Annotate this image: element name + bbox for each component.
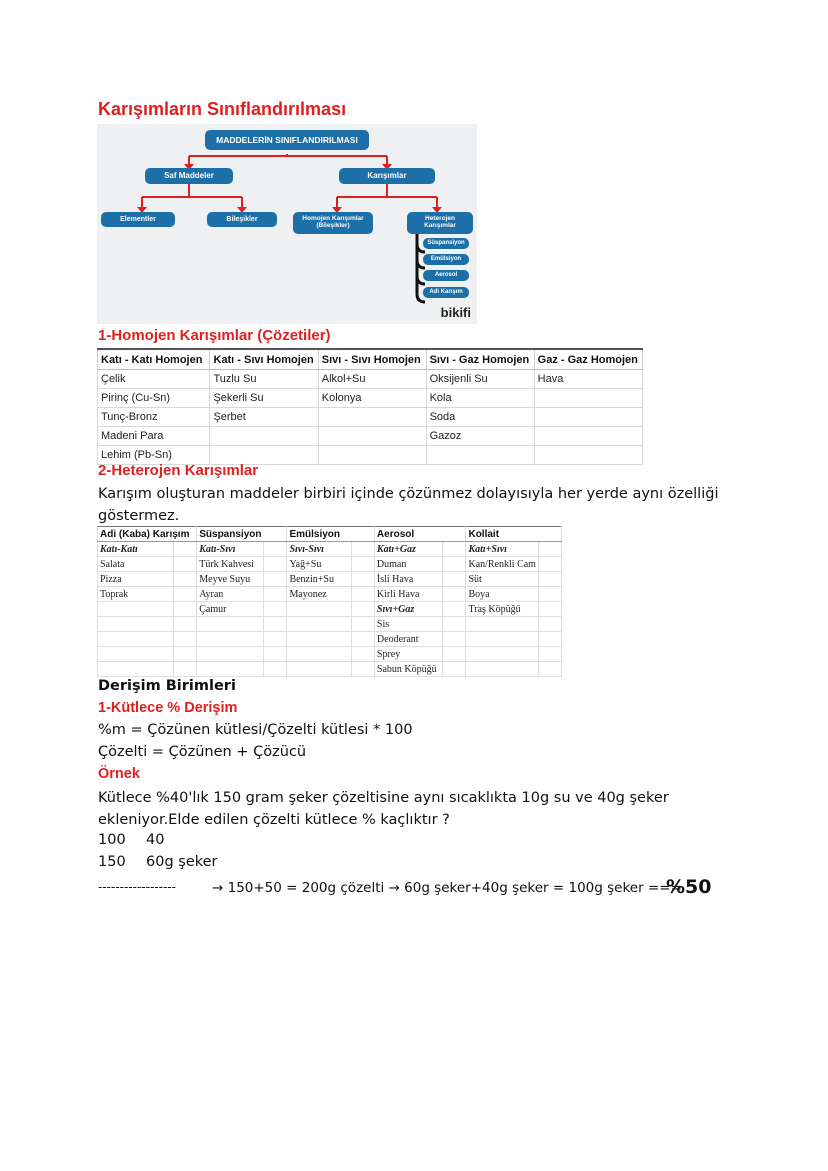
table-cell: Katı+Sıvı bbox=[466, 542, 539, 557]
table-row bbox=[98, 587, 562, 602]
table-cell bbox=[174, 632, 197, 647]
table-cell bbox=[174, 617, 197, 632]
table-cell bbox=[264, 602, 287, 617]
table-row bbox=[98, 617, 562, 632]
table-row bbox=[98, 602, 562, 617]
table-cell bbox=[534, 427, 642, 446]
table-cell bbox=[318, 427, 426, 446]
table-cell: İsli Hava bbox=[374, 572, 443, 587]
table-cell bbox=[197, 617, 264, 632]
table-cell bbox=[287, 632, 351, 647]
table-cell: Şerbet bbox=[210, 408, 318, 427]
table-cell bbox=[539, 602, 562, 617]
table-cell: Oksijenli Su bbox=[426, 370, 534, 389]
table-cell: Sıvı+Gaz bbox=[374, 602, 443, 617]
table-row bbox=[98, 632, 562, 647]
calc-row-1-a: 100 bbox=[98, 832, 126, 848]
table-cell: Hava bbox=[534, 370, 642, 389]
table-cell: Ayran bbox=[197, 587, 264, 602]
table-cell bbox=[287, 647, 351, 662]
table-cell: Meyve Suyu bbox=[197, 572, 264, 587]
table-cell bbox=[443, 587, 466, 602]
formula-line-1: %m = Çözünen kütlesi/Çözelti kütlesi * 100 bbox=[98, 722, 413, 738]
formula-line-2: Çözelti = Çözünen + Çözücü bbox=[98, 744, 307, 760]
table-cell: Sabun Köpüğü bbox=[374, 662, 443, 677]
table-cell bbox=[318, 446, 426, 465]
table-cell bbox=[539, 617, 562, 632]
table-cell bbox=[264, 572, 287, 587]
table-cell bbox=[351, 572, 374, 587]
table-cell bbox=[443, 632, 466, 647]
column-header: Katı - Katı Homojen bbox=[98, 349, 210, 370]
homojen-table bbox=[97, 348, 643, 465]
column-header: Süspansiyon bbox=[197, 527, 287, 542]
table-cell bbox=[174, 662, 197, 677]
derisim-subheading: 1-Kütlece % Derişim bbox=[98, 700, 238, 716]
table-cell: Toprak bbox=[98, 587, 174, 602]
table-cell bbox=[174, 587, 197, 602]
section2-heading: 2-Heterojen Karışımlar bbox=[98, 462, 259, 479]
diagram-node-emulsiyon: Emülsiyon bbox=[423, 254, 469, 265]
table-cell: Kirli Hava bbox=[374, 587, 443, 602]
table-cell: Mayonez bbox=[287, 587, 351, 602]
table-cell bbox=[443, 542, 466, 557]
table-cell bbox=[174, 572, 197, 587]
table-cell bbox=[443, 572, 466, 587]
brand-logo: bikifi bbox=[440, 305, 471, 320]
table-cell bbox=[534, 389, 642, 408]
table-cell bbox=[174, 542, 197, 557]
diagram-node-saf-maddeler: Saf Maddeler bbox=[145, 168, 233, 184]
example-heading: Örnek bbox=[98, 766, 140, 782]
calc-row-2-a: 150 bbox=[98, 854, 126, 870]
table-cell: Benzin+Su bbox=[287, 572, 351, 587]
column-header: Adi (Kaba) Karışım bbox=[98, 527, 197, 542]
table-cell: Kolonya bbox=[318, 389, 426, 408]
table-cell: Kan/Renkli Cam bbox=[466, 557, 539, 572]
table-cell: Çelik bbox=[98, 370, 210, 389]
table-cell: Tuzlu Su bbox=[210, 370, 318, 389]
column-header: Katı - Sıvı Homojen bbox=[210, 349, 318, 370]
diagram-node-heterojen: Heterojen Karışımlar bbox=[407, 212, 473, 234]
derisim-heading: Derişim Birimleri bbox=[98, 678, 236, 694]
table-cell bbox=[351, 617, 374, 632]
section1-heading: 1-Homojen Karışımlar (Çözetiler) bbox=[98, 327, 331, 344]
column-header: Sıvı - Gaz Homojen bbox=[426, 349, 534, 370]
column-header: Gaz - Gaz Homojen bbox=[534, 349, 642, 370]
diagram-node-adi-karisim: Adi Karışım bbox=[423, 287, 469, 298]
table-cell bbox=[351, 662, 374, 677]
table-cell bbox=[351, 602, 374, 617]
dashes: ------------------ bbox=[98, 880, 176, 894]
table-cell: Süt bbox=[466, 572, 539, 587]
result-value: %50 bbox=[666, 876, 712, 898]
section2-text: Karışım oluşturan maddeler birbiri içinde çözünmez dolayısıyla her yerde aynı özelliği göstermez. bbox=[98, 486, 719, 524]
table-cell bbox=[534, 446, 642, 465]
table-cell bbox=[287, 617, 351, 632]
diagram-node-suspansiyon: Süspansiyon bbox=[423, 238, 469, 249]
table-cell bbox=[264, 542, 287, 557]
table-cell bbox=[539, 632, 562, 647]
table-cell: Türk Kahvesi bbox=[197, 557, 264, 572]
table-header-row bbox=[98, 349, 643, 370]
table-cell: Pizza bbox=[98, 572, 174, 587]
table-cell bbox=[351, 647, 374, 662]
table-row bbox=[98, 662, 562, 677]
table-cell: Sprey bbox=[374, 647, 443, 662]
table-cell: Şekerli Su bbox=[210, 389, 318, 408]
table-row bbox=[98, 370, 643, 389]
table-cell: Çamur bbox=[197, 602, 264, 617]
diagram-node-karisimlar: Karışımlar bbox=[339, 168, 435, 184]
table-cell: Sis bbox=[374, 617, 443, 632]
table-cell bbox=[98, 602, 174, 617]
table-cell: Yağ+Su bbox=[287, 557, 351, 572]
table-cell bbox=[443, 617, 466, 632]
diagram-node-bilesikler: Bileşikler bbox=[207, 212, 277, 227]
table-cell bbox=[351, 542, 374, 557]
solution-text: → 150+50 = 200g çözelti → 60g şeker+40g şeker = 100g şeker === bbox=[212, 880, 682, 896]
table-cell: Boya bbox=[466, 587, 539, 602]
table-cell: Katı-Sıvı bbox=[197, 542, 264, 557]
table-cell bbox=[539, 572, 562, 587]
table-cell: Pirinç (Cu-Sn) bbox=[98, 389, 210, 408]
table-row bbox=[98, 557, 562, 572]
table-row bbox=[98, 408, 643, 427]
table-row bbox=[98, 542, 562, 557]
table-cell bbox=[443, 557, 466, 572]
table-cell bbox=[443, 647, 466, 662]
table-cell bbox=[210, 427, 318, 446]
table-header-row bbox=[98, 527, 562, 542]
table-cell bbox=[318, 408, 426, 427]
table-cell: Madeni Para bbox=[98, 427, 210, 446]
table-row bbox=[98, 427, 643, 446]
calc-row-1-b: 40 bbox=[146, 832, 165, 848]
table-cell bbox=[197, 662, 264, 677]
table-cell bbox=[466, 662, 539, 677]
calc-row-2-b: 60g şeker bbox=[146, 854, 218, 870]
table-cell bbox=[466, 617, 539, 632]
table-cell bbox=[197, 632, 264, 647]
table-cell bbox=[534, 408, 642, 427]
diagram-root-node: MADDELERİN SINIFLANDIRILMASI bbox=[205, 130, 369, 150]
table-cell bbox=[98, 632, 174, 647]
column-header: Kollait bbox=[466, 527, 562, 542]
table-cell bbox=[197, 647, 264, 662]
table-cell bbox=[351, 587, 374, 602]
table-cell bbox=[174, 647, 197, 662]
column-header: Aerosol bbox=[374, 527, 466, 542]
table-cell bbox=[443, 662, 466, 677]
example-text: Kütlece %40'lık 150 gram şeker çözeltisine aynı sıcaklıkta 10g su ve 40g şeker ekleniyor.Elde edilen çözelti kütlece % kaçlıktır ? bbox=[98, 790, 669, 828]
table-cell bbox=[466, 632, 539, 647]
table-cell: Sıvı-Sıvı bbox=[287, 542, 351, 557]
table-cell: Duman bbox=[374, 557, 443, 572]
table-cell: Lehim (Pb-Sn) bbox=[98, 446, 210, 465]
table-cell bbox=[539, 662, 562, 677]
table-cell bbox=[443, 602, 466, 617]
column-header: Sıvı - Sıvı Homojen bbox=[318, 349, 426, 370]
table-row bbox=[98, 572, 562, 587]
table-cell: Katı-Katı bbox=[98, 542, 174, 557]
table-cell bbox=[264, 662, 287, 677]
table-cell: Tunç-Bronz bbox=[98, 408, 210, 427]
table-row bbox=[98, 647, 562, 662]
table-cell: Katı+Gaz bbox=[374, 542, 443, 557]
classification-diagram bbox=[97, 124, 477, 324]
table-cell bbox=[98, 617, 174, 632]
table-cell: Alkol+Su bbox=[318, 370, 426, 389]
diagram-node-aerosol: Aerosol bbox=[423, 270, 469, 281]
table-cell: Gazoz bbox=[426, 427, 534, 446]
table-cell bbox=[466, 647, 539, 662]
page-title: Karışımların Sınıflandırılması bbox=[98, 99, 347, 119]
table-cell bbox=[264, 557, 287, 572]
table-cell bbox=[539, 557, 562, 572]
table-cell bbox=[264, 617, 287, 632]
table-cell bbox=[264, 632, 287, 647]
table-cell: Deoderant bbox=[374, 632, 443, 647]
table-cell bbox=[351, 632, 374, 647]
column-header: Emülsiyon bbox=[287, 527, 374, 542]
table-cell bbox=[426, 446, 534, 465]
table-cell: Kola bbox=[426, 389, 534, 408]
table-cell bbox=[539, 542, 562, 557]
diagram-node-elementler: Elementler bbox=[101, 212, 175, 227]
table-cell bbox=[351, 557, 374, 572]
table-cell bbox=[287, 662, 351, 677]
table-cell: Traş Köpüğü bbox=[466, 602, 539, 617]
table-cell bbox=[287, 602, 351, 617]
table-row bbox=[98, 389, 643, 408]
table-cell bbox=[264, 647, 287, 662]
table-cell: Soda bbox=[426, 408, 534, 427]
diagram-node-homojen: Homojen Karışımlar (Bileşikler) bbox=[293, 212, 373, 234]
table-cell bbox=[98, 647, 174, 662]
heterojen-table bbox=[97, 526, 562, 677]
table-cell bbox=[174, 602, 197, 617]
table-cell bbox=[539, 587, 562, 602]
table-cell: Salata bbox=[98, 557, 174, 572]
table-cell bbox=[264, 587, 287, 602]
table-cell bbox=[174, 557, 197, 572]
table-cell bbox=[98, 662, 174, 677]
table-cell bbox=[539, 647, 562, 662]
